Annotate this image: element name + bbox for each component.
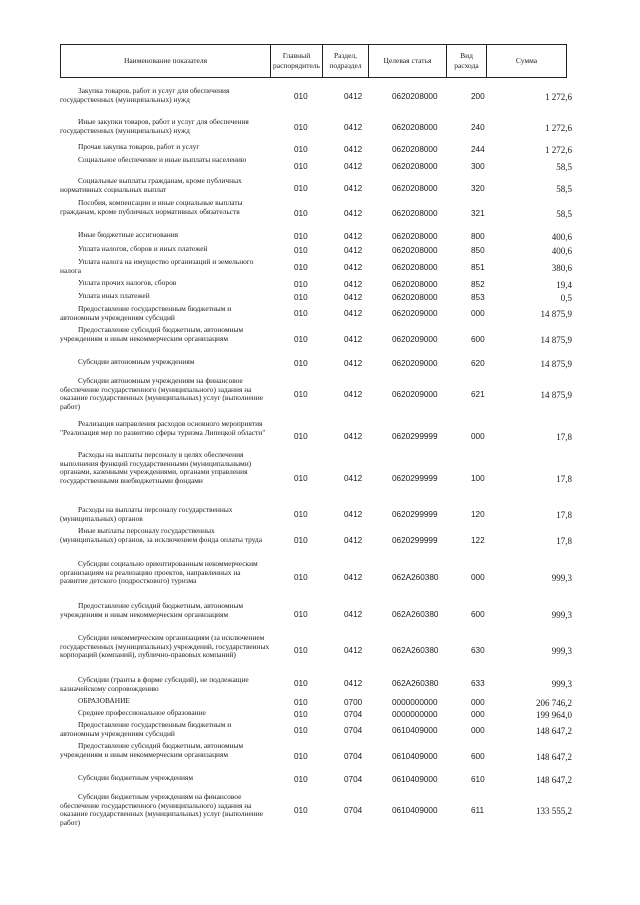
row-sum: 133 555,2 (536, 806, 572, 816)
row-type: 100 (471, 474, 485, 483)
row-type: 000 (471, 309, 485, 318)
row-description: Предоставление государственным бюджетным и автономным учреждениям субсидий (60, 720, 232, 738)
row-grbs: 010 (294, 390, 308, 399)
row-target: 0620208000 (392, 232, 438, 241)
header-target: Целевая статья (369, 45, 447, 78)
row-grbs: 010 (294, 726, 308, 735)
row-grbs: 010 (294, 209, 308, 218)
row-sum: 206 746,2 (536, 698, 572, 708)
row-description: Субсидии бюджетным учреждениям (78, 773, 194, 782)
row-target: 062А260380 (392, 573, 439, 582)
row-section: 0704 (344, 752, 363, 761)
row-sum: 17,8 (556, 432, 572, 442)
row-type: 852 (471, 280, 485, 289)
row-sum: 14 875,9 (540, 309, 572, 319)
row-grbs: 010 (294, 646, 308, 655)
row-grbs: 010 (294, 309, 308, 318)
row-section: 0700 (344, 698, 363, 707)
row-section: 0412 (344, 432, 363, 441)
row-section: 0412 (344, 92, 363, 101)
row-type: 851 (471, 263, 485, 272)
row-sum: 58,5 (556, 162, 572, 172)
row-section: 0412 (344, 573, 363, 582)
row-sum: 0,5 (560, 293, 572, 303)
row-type: 244 (471, 145, 485, 154)
row-description: Предоставление субсидий бюджетным, автономным учреждениям и иным некоммерческим организациям (60, 601, 244, 619)
row-section: 0704 (344, 726, 363, 735)
row-type: 122 (471, 536, 485, 545)
row-section: 0412 (344, 145, 363, 154)
row-section: 0412 (344, 293, 363, 302)
row-type: 610 (471, 775, 485, 784)
row-description: Уплата иных платежей (78, 291, 150, 300)
row-description: Уплата налогов, сборов и иных платежей (78, 244, 208, 253)
row-description: ОБРАЗОВАНИЕ (78, 696, 130, 705)
row-section: 0412 (344, 246, 363, 255)
row-sum: 19,4 (556, 280, 572, 290)
row-target: 0620299999 (392, 474, 438, 483)
row-target: 0620209000 (392, 309, 438, 318)
row-type: 633 (471, 679, 485, 688)
row-type: 000 (471, 698, 485, 707)
row-type: 630 (471, 646, 485, 655)
row-section: 0412 (344, 123, 363, 132)
row-grbs: 010 (294, 573, 308, 582)
row-description: Предоставление субсидий бюджетным, автономным учреждениям и иным некоммерческим организациям (60, 325, 244, 343)
row-target: 062А260380 (392, 646, 439, 655)
row-grbs: 010 (294, 679, 308, 688)
row-section: 0412 (344, 390, 363, 399)
row-section: 0412 (344, 536, 363, 545)
row-grbs: 010 (294, 335, 308, 344)
row-section: 0412 (344, 646, 363, 655)
row-grbs: 010 (294, 474, 308, 483)
row-description: Расходы на выплаты персоналу в целях обеспечения выполнения функций государственными (муниципальными) органами, казенными учреждениями, органами управления государственными внебюджетными фондами (60, 450, 252, 485)
row-sum: 400,6 (551, 232, 572, 242)
row-sum: 58,5 (556, 184, 572, 194)
row-target: 0620208000 (392, 92, 438, 101)
row-target: 0620299999 (392, 536, 438, 545)
row-type: 600 (471, 610, 485, 619)
row-description: Уплата прочих налогов, сборов (78, 278, 177, 287)
header-name: Наименование показателя (61, 45, 271, 78)
row-sum: 14 875,9 (540, 390, 572, 400)
row-target: 0620209000 (392, 390, 438, 399)
row-sum: 999,3 (551, 610, 572, 620)
row-section: 0412 (344, 474, 363, 483)
row-target: 0620208000 (392, 184, 438, 193)
row-grbs: 010 (294, 293, 308, 302)
row-type: 853 (471, 293, 485, 302)
row-description: Иные бюджетные ассигнования (78, 230, 179, 239)
row-type: 120 (471, 510, 485, 519)
row-type: 800 (471, 232, 485, 241)
row-type: 200 (471, 92, 485, 101)
row-description: Закупка товаров, работ и услуг для обеспечения государственных (муниципальных) нужд (60, 86, 230, 104)
row-section: 0412 (344, 280, 363, 289)
row-sum: 148 647,2 (536, 775, 572, 785)
row-sum: 17,8 (556, 536, 572, 546)
row-section: 0412 (344, 263, 363, 272)
row-section: 0412 (344, 184, 363, 193)
row-target: 0620209000 (392, 359, 438, 368)
row-description: Предоставление субсидий бюджетным, автономным учреждениям и иным некоммерческим организациям (60, 741, 244, 759)
row-description: Субсидии бюджетным учреждениям на финансовое обеспечение государственного (муниципального) задания на оказание государственных (муниципальных) услуг (выполнение работ) (60, 792, 263, 827)
row-grbs: 010 (294, 263, 308, 272)
row-description: Социальные выплаты гражданам, кроме публичных нормативных социальных выплат (60, 176, 242, 194)
row-target: 0000000000 (392, 698, 438, 707)
row-sum: 999,3 (551, 679, 572, 689)
row-target: 0620209000 (392, 335, 438, 344)
row-section: 0412 (344, 162, 363, 171)
row-target: 0620208000 (392, 145, 438, 154)
row-grbs: 010 (294, 92, 308, 101)
row-type: 600 (471, 335, 485, 344)
row-description: Социальное обеспечение и иные выплаты населению (78, 155, 247, 164)
row-type: 320 (471, 184, 485, 193)
row-type: 000 (471, 573, 485, 582)
row-grbs: 010 (294, 432, 308, 441)
row-target: 0620299999 (392, 510, 438, 519)
row-sum: 380,6 (551, 263, 572, 273)
row-target: 0620208000 (392, 209, 438, 218)
row-grbs: 010 (294, 280, 308, 289)
row-grbs: 010 (294, 359, 308, 368)
row-type: 000 (471, 432, 485, 441)
header-type: Вид расхода (447, 45, 487, 78)
row-target: 0620208000 (392, 123, 438, 132)
row-target: 0620208000 (392, 293, 438, 302)
row-sum: 1 272,6 (545, 145, 572, 155)
row-target: 0620208000 (392, 280, 438, 289)
row-sum: 17,8 (556, 474, 572, 484)
row-section: 0412 (344, 610, 363, 619)
row-target: 0610409000 (392, 726, 438, 735)
row-description: Прочая закупка товаров, работ и услуг (78, 142, 200, 151)
row-type: 000 (471, 726, 485, 735)
row-grbs: 010 (294, 162, 308, 171)
row-section: 0412 (344, 309, 363, 318)
row-description: Иные выплаты персоналу государственных (муниципальных) органов, за исключением фонда оплаты труда (60, 526, 262, 544)
row-type: 621 (471, 390, 485, 399)
row-target: 0620299999 (392, 432, 438, 441)
row-sum: 58,5 (556, 209, 572, 219)
header-sum: Сумма (487, 45, 567, 78)
row-sum: 148 647,2 (536, 752, 572, 762)
row-description: Расходы на выплаты персоналу государственных (муниципальных) органов (60, 505, 233, 523)
row-sum: 400,6 (551, 246, 572, 256)
row-target: 0610409000 (392, 775, 438, 784)
row-sum: 17,8 (556, 510, 572, 520)
row-description: Предоставление государственным бюджетным и автономным учреждениям субсидий (60, 304, 232, 322)
row-description: Субсидии автономным учреждениям (78, 357, 195, 366)
row-target: 0610409000 (392, 752, 438, 761)
row-description: Пособия, компенсации и иные социальные выплаты гражданам, кроме публичных нормативных обязательств (60, 198, 243, 216)
row-section: 0704 (344, 775, 363, 784)
row-target: 0620208000 (392, 162, 438, 171)
row-section: 0704 (344, 806, 363, 815)
row-sum: 999,3 (551, 573, 572, 583)
row-grbs: 010 (294, 698, 308, 707)
row-grbs: 010 (294, 184, 308, 193)
row-section: 0412 (344, 359, 363, 368)
row-grbs: 010 (294, 246, 308, 255)
row-grbs: 010 (294, 806, 308, 815)
row-description: Субсидии автономным учреждениям на финансовое обеспечение государственного (муниципального) задания на оказание государственных (муниципальных) услуг (выполнение работ) (60, 376, 263, 411)
row-section: 0704 (344, 710, 363, 719)
row-description: Субсидии социально ориентированным некоммерческим организациям на реализацию проектов, направленных на развитие детского (подросткового) туризма (60, 559, 258, 586)
row-description: Иные закупки товаров, работ и услуг для обеспечения государственных (муниципальных) нужд (60, 117, 249, 135)
row-sum: 148 647,2 (536, 726, 572, 736)
row-grbs: 010 (294, 123, 308, 132)
row-target: 0620208000 (392, 246, 438, 255)
row-target: 0610409000 (392, 806, 438, 815)
row-sum: 1 272,6 (545, 92, 572, 102)
row-type: 850 (471, 246, 485, 255)
row-type: 240 (471, 123, 485, 132)
row-sum: 14 875,9 (540, 359, 572, 369)
row-section: 0412 (344, 335, 363, 344)
row-description: Среднее профессиональное образование (78, 708, 206, 717)
row-target: 0000000000 (392, 710, 438, 719)
row-section: 0412 (344, 679, 363, 688)
row-grbs: 010 (294, 775, 308, 784)
row-description: Реализация направления расходов основного мероприятия "Реализация мер по развитию сферы туризма Липецкой области" (60, 419, 266, 437)
row-type: 600 (471, 752, 485, 761)
row-sum: 1 272,6 (545, 123, 572, 133)
table-header (60, 44, 567, 78)
row-description: Уплата налога на имущество организаций и земельного налога (60, 257, 254, 275)
row-type: 300 (471, 162, 485, 171)
row-description: Субсидии некоммерческим организациям (за исключением государственных (муниципальных) учреждений, государственных корпораций (компаний), публично-правовых компаний) (60, 633, 270, 660)
row-type: 611 (471, 806, 485, 815)
row-target: 062А260380 (392, 679, 439, 688)
row-section: 0412 (344, 510, 363, 519)
row-grbs: 010 (294, 752, 308, 761)
row-type: 321 (471, 209, 485, 218)
header-grbs: Главный распорядитель (271, 45, 323, 78)
row-sum: 999,3 (551, 646, 572, 656)
row-grbs: 010 (294, 610, 308, 619)
row-grbs: 010 (294, 510, 308, 519)
row-section: 0412 (344, 232, 363, 241)
row-target: 0620208000 (392, 263, 438, 272)
row-type: 620 (471, 359, 485, 368)
header-section: Раздел, подраздел (323, 45, 369, 78)
row-type: 000 (471, 710, 485, 719)
row-grbs: 010 (294, 145, 308, 154)
row-sum: 14 875,9 (540, 335, 572, 345)
row-description: Субсидии (гранты в форме субсидий), не подлежащие казначейскому сопровождению (60, 675, 249, 693)
row-section: 0412 (344, 209, 363, 218)
row-sum: 199 964,0 (536, 710, 572, 720)
row-grbs: 010 (294, 710, 308, 719)
row-target: 062А260380 (392, 610, 439, 619)
row-grbs: 010 (294, 232, 308, 241)
row-grbs: 010 (294, 536, 308, 545)
